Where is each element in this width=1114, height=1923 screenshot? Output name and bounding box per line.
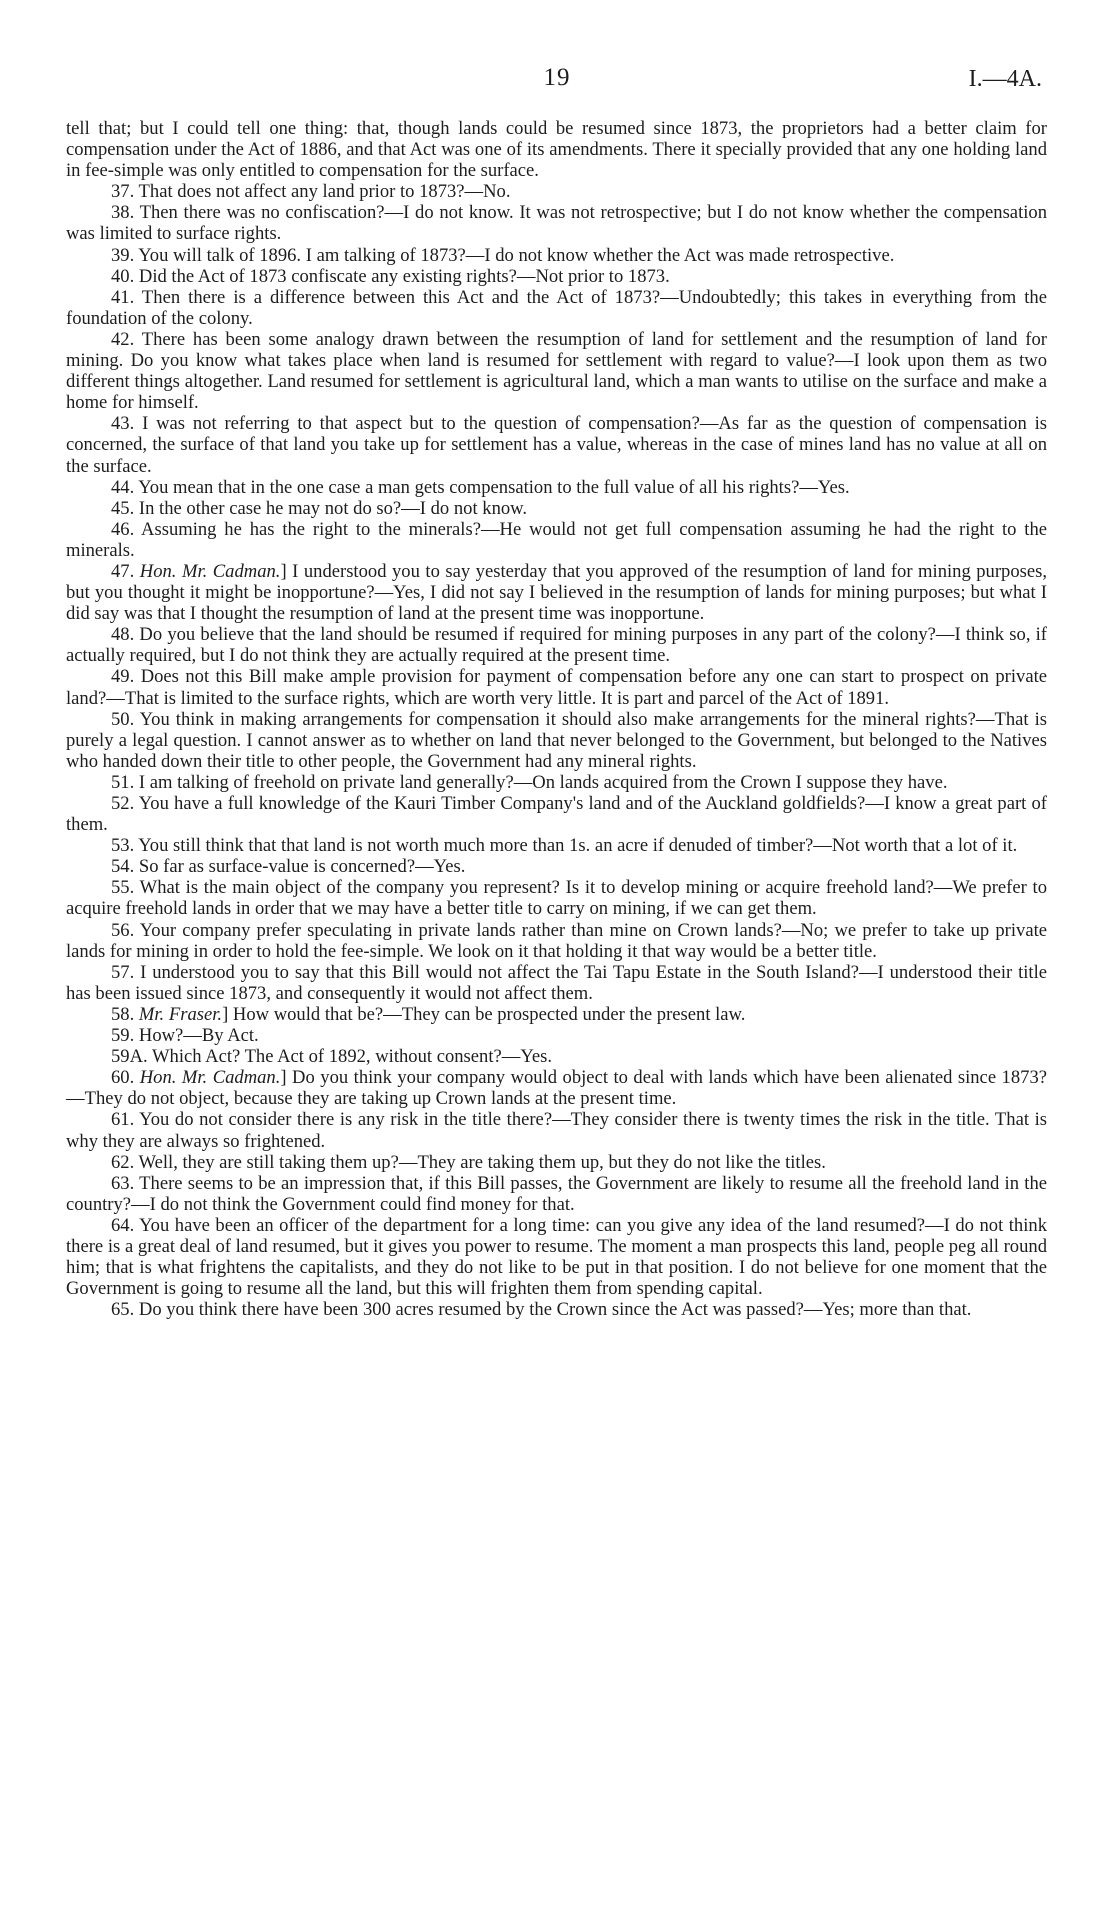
paragraph-text: 56. Your company prefer speculating in private lands rather than mine on Crown lands?—No; we prefer to take up private lands for mining in order to hold the fee-simple. We look on it that holding it that way would be a better title.	[66, 919, 1047, 962]
paragraph-text: 44. You mean that in the one case a man gets compensation to the full value of all his rights?—Yes.	[111, 476, 850, 498]
page-number: 19	[543, 64, 571, 91]
paragraph-text: ] I understood you to say yesterday that you approved of the resumption of land for mining purposes, but you thought it might be inopportune?—Yes, I did not say I believed in the resumption of lands for mining purposes; but what I did say was that I thought the resumption of land at the present time was inopportune.	[66, 560, 1048, 625]
paragraph-text: 57. I understood you to say that this Bill would not affect the Tai Tapu Estate in the South Island?—I understood their title has been issued since 1873, and consequently it would not affect them.	[66, 961, 1047, 1004]
paragraph	[66, 498, 1047, 519]
paragraph	[66, 266, 1047, 287]
paragraph	[66, 1025, 1047, 1046]
paragraph	[66, 1004, 1047, 1025]
paragraph-text: ] How would that be?—They can be prospected under the present law.	[222, 1003, 746, 1025]
paragraph	[66, 287, 1047, 329]
paragraph	[66, 856, 1047, 877]
paragraph-text: 43. I was not referring to that aspect but to the question of compensation?—As far as the question of compensation is concerned, the surface of that land you take up for settlement has a value, whereas in the case of mines land has no value at all on the surface.	[66, 413, 1047, 477]
speaker-name: Hon. Mr. Cadman.	[139, 1067, 281, 1089]
speaker-name: Hon. Mr. Cadman.	[139, 560, 281, 582]
paragraph	[66, 772, 1047, 793]
paragraph-text: 55. What is the main object of the company you represent? Is it to develop mining or acquire freehold land?—We prefer to acquire freehold lands in order that we may have a better title to carry on mining, if we can get them.	[66, 877, 1047, 920]
paragraph	[66, 1046, 1047, 1067]
paragraph	[66, 245, 1047, 266]
paragraph-text: 51. I am talking of freehold on private land generally?—On lands acquired from the Crown I suppose they have.	[111, 771, 948, 793]
paragraph-text: tell that; but I could tell one thing: that, though lands could be resumed since 1873, the proprietors had a better claim for compensation under the Act of 1886, and that Act was one of its amendments. There it specially provided that any one holding land in fee-simple was only entitled to compensation for the surface.	[66, 118, 1047, 182]
paragraph-text: 40. Did the Act of 1873 confiscate any existing rights?—Not prior to 1873.	[111, 265, 670, 287]
paragraph	[66, 1299, 1047, 1320]
paragraph-text: 59. How?—By Act.	[111, 1025, 259, 1047]
paragraph	[66, 835, 1047, 856]
paragraph	[66, 329, 1047, 413]
paragraph-text: 61. You do not consider there is any risk in the title there?—They consider there is twenty times the risk in the title. That is why they are always so frightened.	[66, 1109, 1047, 1152]
paragraph-text: 62. Well, they are still taking them up?—They are taking them up, but they do not like the titles.	[111, 1151, 826, 1173]
paragraph	[66, 1109, 1047, 1151]
paragraph	[66, 920, 1047, 962]
paragraph	[66, 624, 1047, 666]
paragraph	[66, 962, 1047, 1004]
paragraph-text: 42. There has been some analogy drawn between the resumption of land for settlement and the resumption of land for mining. Do you know what takes place when land is resumed for settlement with regard to value?—I look upon them as two different things altogether. Land resumed for settlement is agricultural land, which a man wants to utilise on the surface and make a home for himself.	[66, 328, 1047, 414]
paragraph-text: 65. Do you think there have been 300 acres resumed by the Crown since the Act was passed?—Yes; more than that.	[111, 1299, 972, 1321]
question-number: 60.	[111, 1067, 140, 1089]
paragraph-text: 46. Assuming he has the right to the minerals?—He would not get full compensation assuming he had the right to the minerals.	[66, 518, 1047, 561]
paragraph-text: 45. In the other case he may not do so?—I do not know.	[111, 497, 528, 519]
paragraph-text: 48. Do you believe that the land should be resumed if required for mining purposes in any part of the colony?—I think so, if actually required, but I do not think they are actually required at the present time.	[66, 624, 1047, 667]
paragraph	[66, 118, 1047, 181]
paragraph	[66, 519, 1047, 561]
paragraph-text: 64. You have been an officer of the department for a long time: can you give any idea of the land resumed?—I do not think there is a great deal of land resumed, but it gives you power to resume. The moment a man prospects this land, people peg all round him; that is what frightens the capitalists, and they do not like to be put in that position. I do not believe for one moment that the Government is going to resume all the land, but this will frighten them from spending capital.	[66, 1214, 1047, 1300]
paragraph-text: 59A. Which Act? The Act of 1892, without consent?—Yes.	[111, 1046, 553, 1068]
paragraph-text: 53. You still think that that land is not worth much more than 1s. an acre if denuded of timber?—Not worth that a lot of it.	[111, 835, 1018, 857]
question-number: 47.	[111, 560, 140, 582]
paragraph	[66, 877, 1047, 919]
paragraph	[66, 1173, 1047, 1215]
paper-reference: I.—4A.	[968, 66, 1042, 92]
paragraph	[66, 1152, 1047, 1173]
paragraph-text: 63. There seems to be an impression that, if this Bill passes, the Government are likely to resume all the freehold land in the country?—I do not think the Government could find money for that.	[66, 1172, 1047, 1215]
paragraph-text: 38. Then there was no confiscation?—I do not know. It was not retrospective; but I do not know whether the compensation was limited to surface rights.	[66, 202, 1047, 245]
paragraph	[66, 561, 1047, 624]
paragraph-text: 52. You have a full knowledge of the Kauri Timber Company's land and of the Auckland goldfields?—I know a great part of them.	[66, 793, 1047, 836]
paragraph-text: 49. Does not this Bill make ample provision for payment of compensation before any one can start to prospect on private land?—That is limited to the surface rights, which are worth very little. It is part and parcel of the Act of 1891.	[66, 666, 1047, 709]
paragraph	[66, 181, 1047, 202]
paragraph	[66, 413, 1047, 476]
question-number: 58.	[111, 1003, 139, 1025]
paragraph	[66, 1067, 1047, 1109]
paragraph	[66, 793, 1047, 835]
paragraph-text: ] Do you think your company would object to deal with lands which have been alienated since 1873?—They do not object, because they are taking up Crown lands at the present time.	[66, 1067, 1047, 1110]
paragraph-text: 54. So far as surface-value is concerned?—Yes.	[111, 856, 466, 878]
speaker-name: Mr. Fraser.	[138, 1003, 223, 1025]
paragraph	[66, 202, 1047, 244]
paragraph	[66, 1215, 1047, 1299]
paragraph-text: 41. Then there is a difference between this Act and the Act of 1873?—Undoubtedly; this takes in everything from the foundation of the colony.	[66, 286, 1047, 329]
paragraph	[66, 709, 1047, 772]
paragraph-text: 50. You think in making arrangements for compensation it should also make arrangements for the mineral rights?—That is purely a legal question. I cannot answer as to whether on land that never belonged to the Government, but belonged to the Natives who handed down their title to other people, the Government had any mineral rights.	[66, 708, 1047, 772]
paragraph	[66, 477, 1047, 498]
paragraph	[66, 666, 1047, 708]
body-text	[66, 118, 1047, 1320]
paragraph-text: 39. You will talk of 1896. I am talking of 1873?—I do not know whether the Act was made retrospective.	[111, 244, 895, 266]
paragraph-text: 37. That does not affect any land prior to 1873?—No.	[111, 181, 511, 203]
